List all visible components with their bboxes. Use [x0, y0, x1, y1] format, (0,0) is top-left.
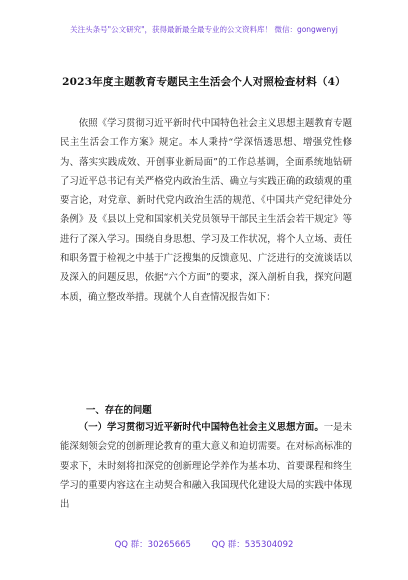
subsection-text: 一是未能深刻领会党的创新理论教育的重大意义和迫切需要。在对标高标准的要求下，未时刻将扣深党的创新理论学养作为基本功、首要课程和终生学习的重要内容这在主动契合和融入我国现代化建设大局的实践中体现出 [60, 422, 352, 511]
promo-banner: 关注头条号"公文研究"，获得最新最全最专业的公文资料库！ 微信：gongwenyj [70, 25, 338, 34]
document-title: 2023年度主题教育专题民主生活会个人对照检查材料（4） [62, 76, 346, 88]
footer-qq-group-2: QQ 群：535304092 [211, 540, 294, 550]
body-paragraph [60, 418, 352, 514]
footer-contact [0, 538, 408, 550]
subsection-heading: （一）学习贯彻习近平新时代中国特色社会主义思想方面。 [78, 422, 324, 433]
intro-paragraph: 依照《学习贯彻习近平新时代中国特色社会主义思想主题教育专题民主生活会工作方案》规定。本人秉持“学深悟透思想、增强党性修为、落实实践成效、开创事业新局面”的工作总基调，全面系统地钻研了习近平总书记有关严格党内政治生活、确立与实践正确的政绩观的重要言论，对党章、新时代党内政治生活的规范、《中国共产党纪律处分条例》及《县以上党和国家机关党员领导干部民主生活会若干规定》等进行了深入学习。围绕自身思想、学习及工作状况，将个人立场、责任和职务置于检视之中基于广泛搜集的反馈意见、广泛进行的交流谈话以及深入的问题反思，依据“六个方面”的要求，深入剖析自我，探究问题本质，确立整改举措。现就个人自查情况报告如下： [60, 118, 352, 303]
footer-qq-group-1: QQ 群：30265665 [114, 540, 191, 550]
section-heading: 一、存在的问题 [86, 405, 152, 416]
